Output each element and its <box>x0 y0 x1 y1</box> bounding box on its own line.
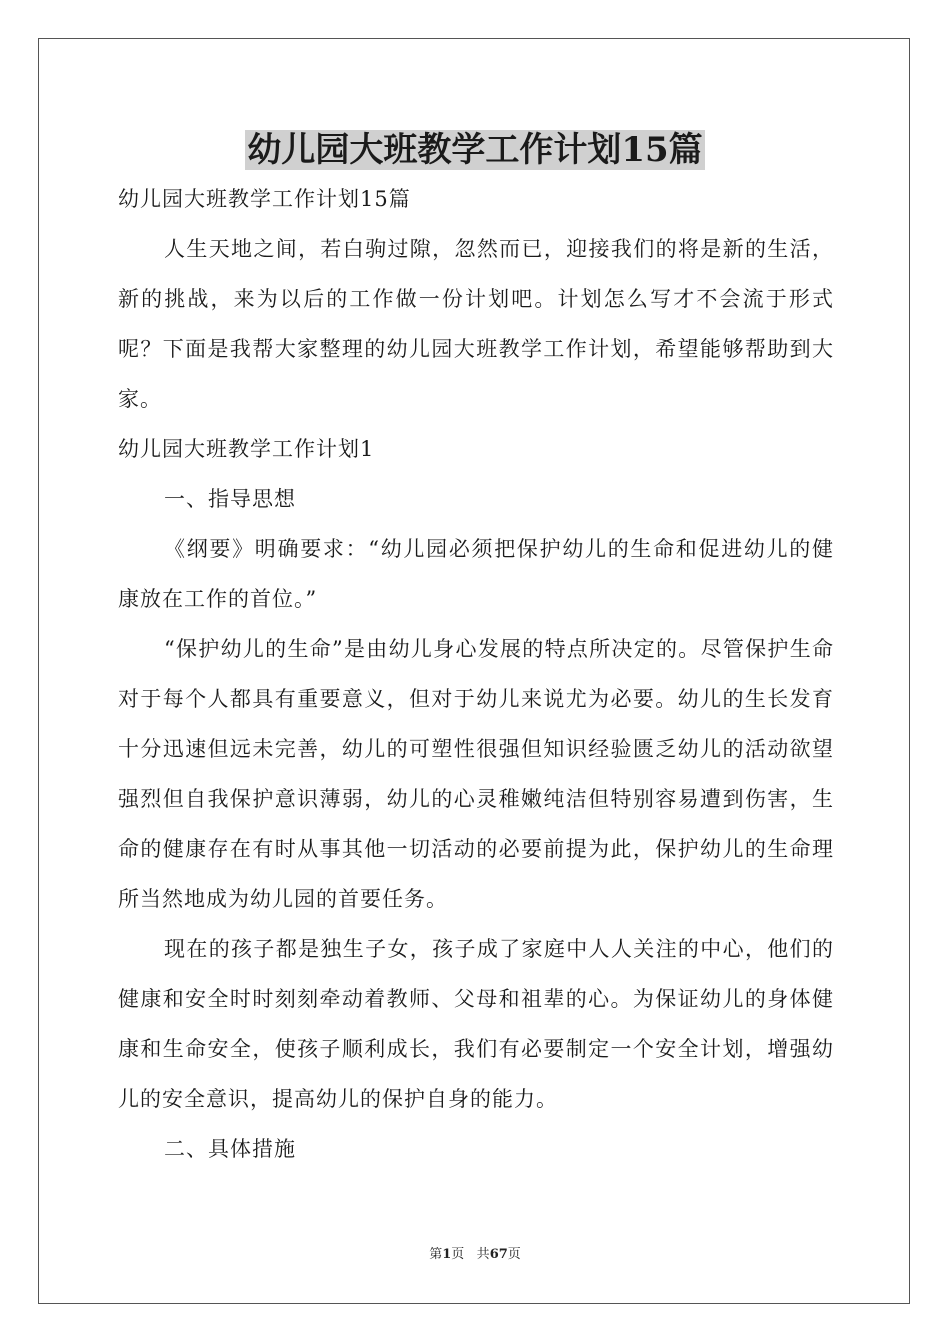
section-heading: 幼儿园大班教学工作计划1 <box>118 437 375 461</box>
subsection-heading: 二、具体措施 <box>164 1137 296 1161</box>
document-title <box>0 126 950 174</box>
footer-page-number: 1 <box>442 1247 452 1262</box>
paragraph: 幼儿园大班教学工作计划15篇 <box>118 187 411 211</box>
page-footer <box>0 1246 950 1264</box>
footer-prefix: 第 <box>429 1247 443 1262</box>
paragraph: “保护幼儿的生命”是由幼儿身心发展的特点所决定的。尽管保护生命对于每个人都具有重要意义，但对于幼儿来说尤为必要。幼儿的生长发育十分迅速但远未完善，幼儿的可塑性很强但知识经验匮乏幼儿的活动欲望强烈但自我保护意识薄弱，幼儿的心灵稚嫩纯洁但特别容易遭到伤害，生命的健康存在有时从事其他一切活动的必要前提为此，保护幼儿的生命理所当然地成为幼儿园的首要任务。 <box>118 637 834 911</box>
paragraph: 现在的孩子都是独生子女，孩子成了家庭中人人关注的中心，他们的健康和安全时时刻刻牵动着教师、父母和祖辈的心。为保证幼儿的身体健康和生命安全，使孩子顺利成长，我们有必要制定一个安全计划，增强幼儿的安全意识，提高幼儿的保护自身的能力。 <box>118 937 834 1111</box>
footer-total-pages: 67 <box>489 1247 508 1262</box>
footer-page-suffix: 页 <box>451 1247 465 1262</box>
footer-total-prefix: 共 <box>476 1247 490 1262</box>
footer-total-suffix: 页 <box>507 1247 521 1262</box>
paragraph: 《纲要》明确要求：“幼儿园必须把保护幼儿的生命和促进幼儿的健康放在工作的首位。” <box>118 537 834 611</box>
document-body <box>118 174 834 1174</box>
paragraph: 人生天地之间，若白驹过隙，忽然而已，迎接我们的将是新的生活，新的挑战，来为以后的工作做一份计划吧。计划怎么写才不会流于形式呢？下面是我帮大家整理的幼儿园大班教学工作计划，希望能够帮助到大家。 <box>118 237 834 411</box>
subsection-heading: 一、指导思想 <box>164 487 296 511</box>
document-title-text: 幼儿园大班教学工作计划15篇 <box>247 130 703 170</box>
